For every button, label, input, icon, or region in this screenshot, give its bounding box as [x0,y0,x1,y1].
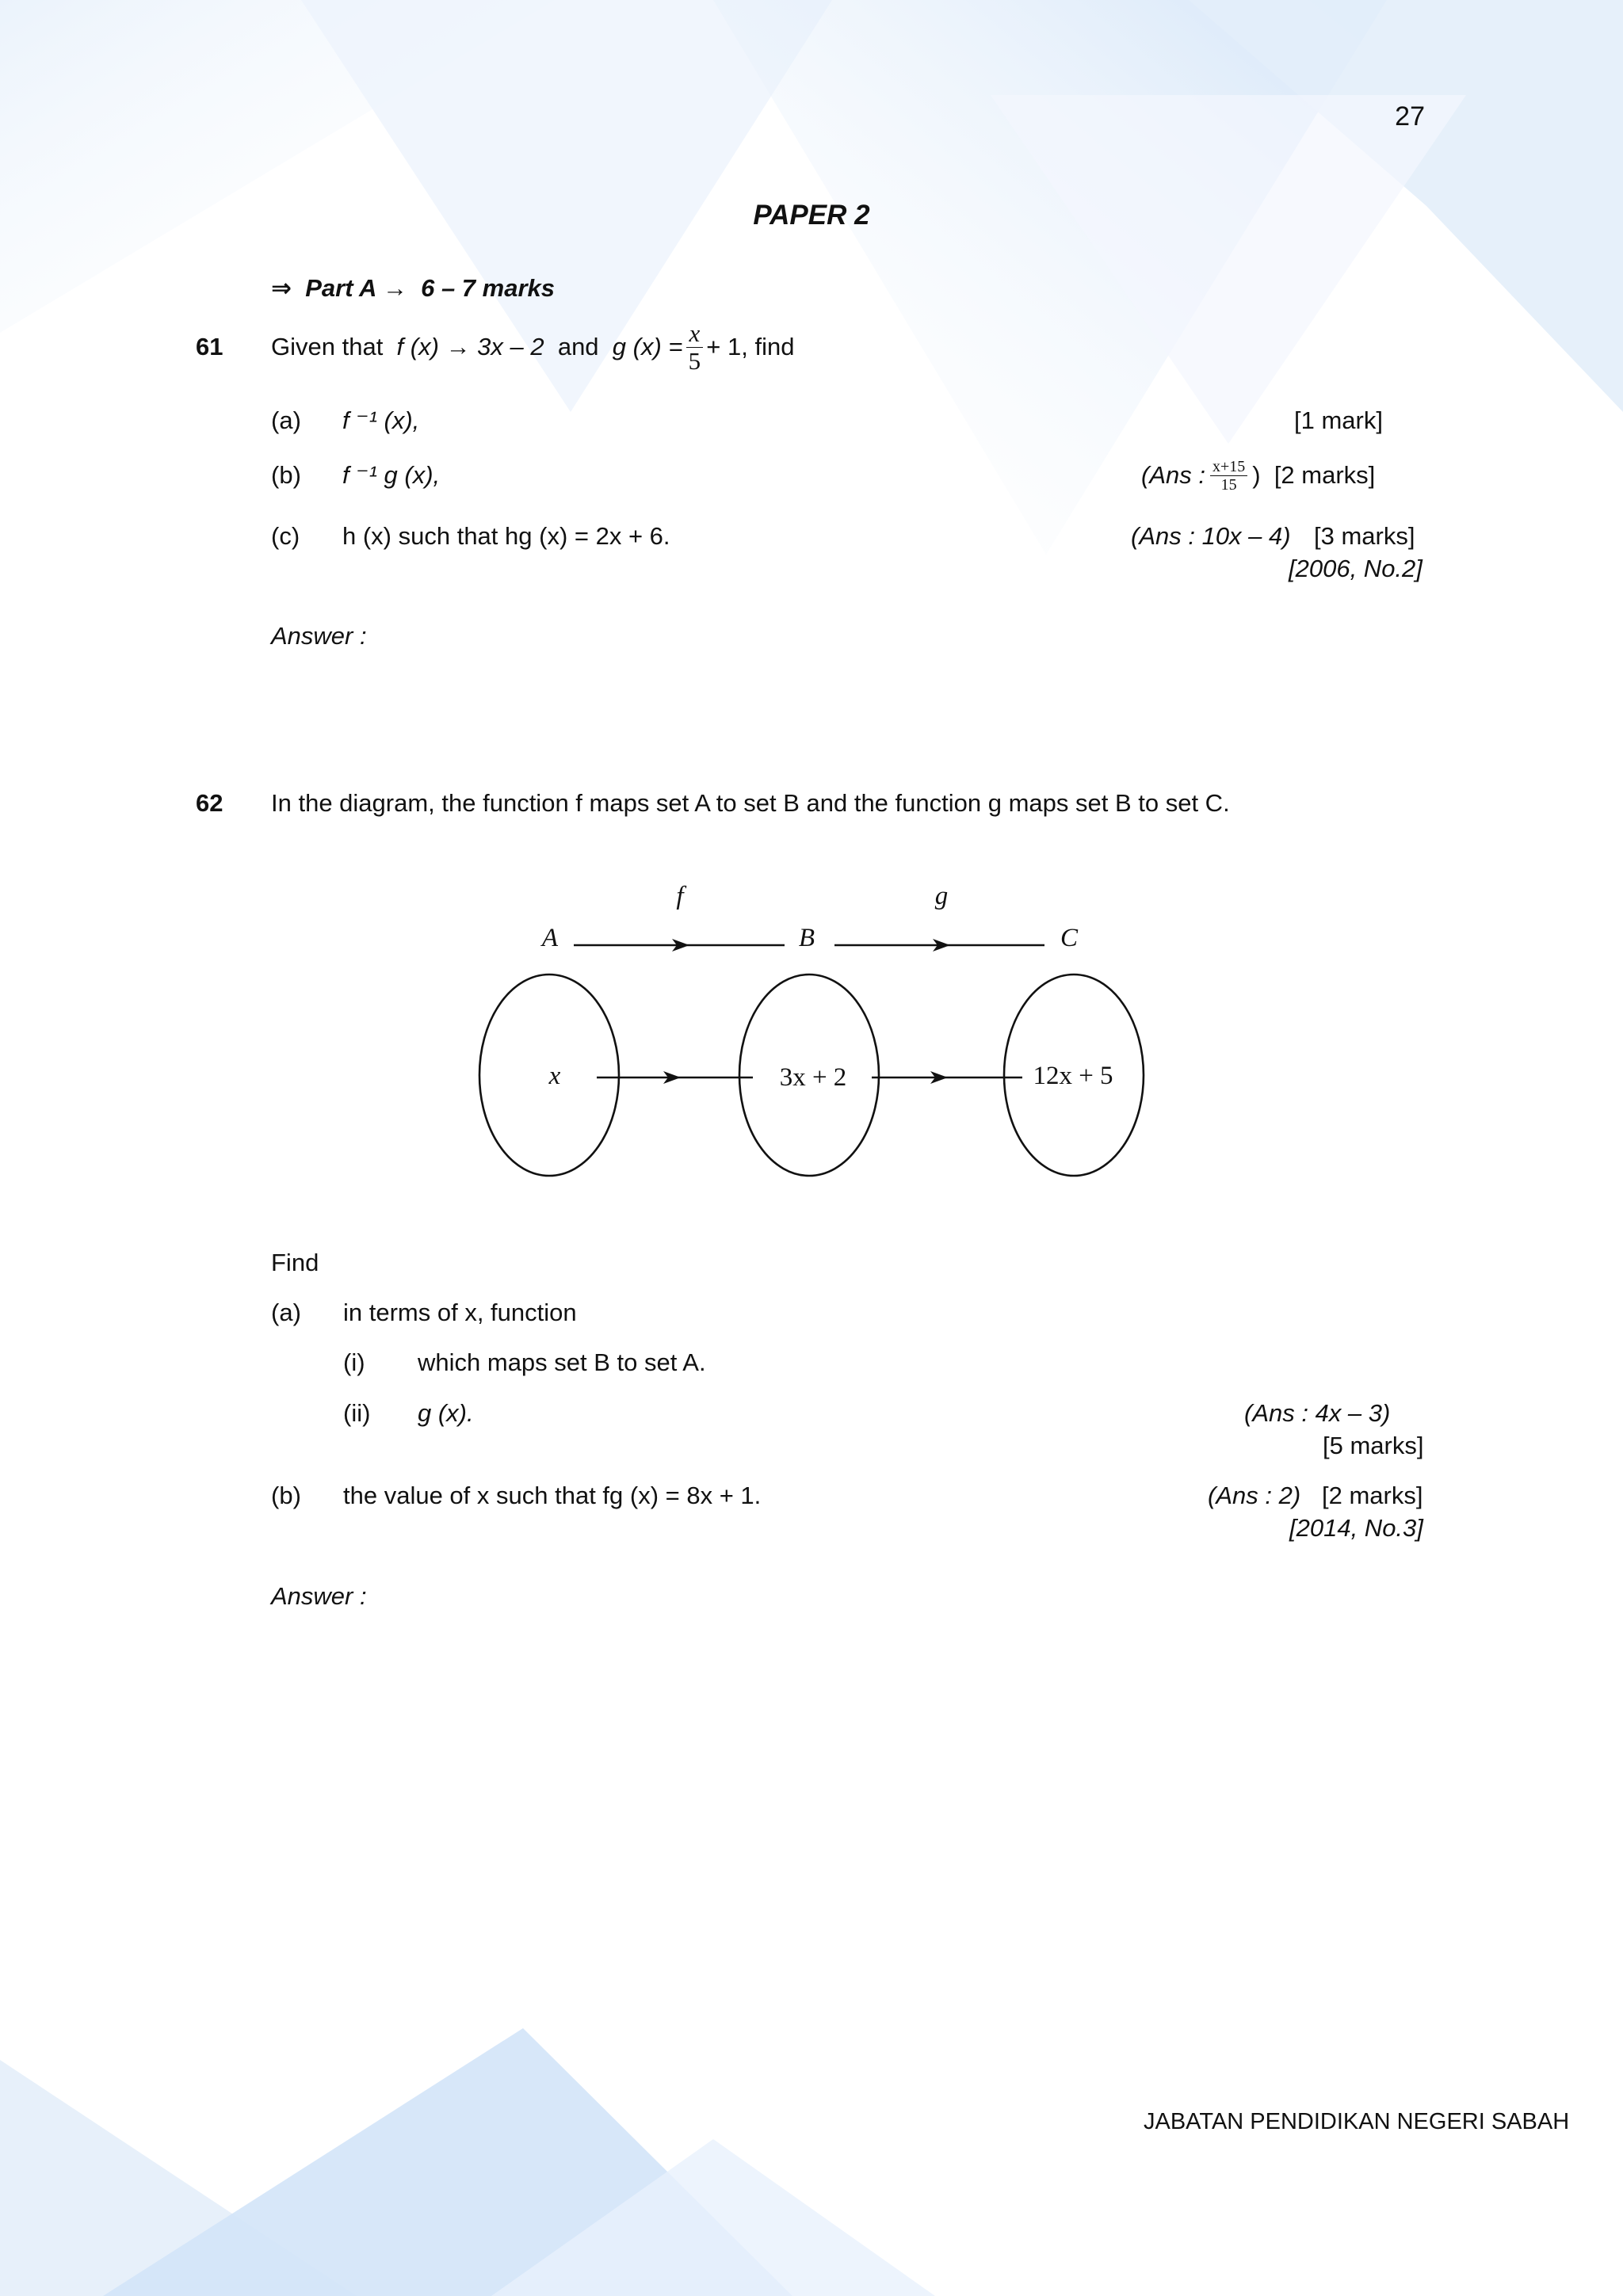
question-number: 62 [196,789,223,817]
mapping-f-label: f [676,882,684,910]
source-reference: [2014, No.3] [1289,1514,1423,1542]
marks: [3 marks] [1314,522,1415,550]
element-b: 3x + 2 [779,1063,847,1092]
part-text: f ⁻¹ (x), [342,406,420,434]
answer-hint: (Ans : 4x – 3) [1244,1399,1391,1427]
implies-icon: ⇒ [271,274,292,302]
function-g: g (x) = [612,333,683,360]
element-c: 12x + 5 [1033,1062,1113,1090]
part-text: in terms of x, function [343,1299,577,1326]
subpart-text: g (x). [418,1399,474,1427]
part-label: (a) [271,406,301,434]
set-a-label: A [541,924,559,952]
answer-label: Answer : [271,622,367,650]
right-arrow-icon: → [382,274,407,302]
subpart-text: which maps set B to set A. [418,1348,706,1376]
part-label: Part A [305,274,376,302]
paper-title: PAPER 2 [753,200,870,231]
mapping-g-label: g [934,882,949,910]
part-text: the value of x such that fg (x) = 8x + 1. [343,1482,762,1509]
subpart-label: (i) [343,1348,365,1376]
function-mapping-diagram [468,875,1165,1192]
answer-hint: (Ans : 10x – 4) [1131,522,1291,550]
set-c-label: C [1060,924,1079,952]
question-stem: In the diagram, the function f maps set A to set B and the function g maps set B to set C. [271,789,1230,817]
fraction-denominator: 5 [688,346,701,375]
stem-text: Given that [271,333,384,360]
fraction-denominator: 15 [1220,475,1237,494]
fraction-numerator: x [686,320,704,348]
part-label: (a) [271,1299,301,1326]
fraction [1210,458,1247,494]
stem-text: + 1, find [706,333,795,360]
question-number: 61 [196,333,223,360]
question-stem [271,314,794,380]
part-label: (b) [271,461,301,489]
marks: [5 marks] [1323,1432,1424,1459]
marks: [2 marks] [1274,461,1376,489]
function-f: f (x) → 3x – 2 [396,333,544,360]
answer-hint-close: ) [1252,461,1261,489]
element-x: x [548,1062,561,1090]
part-text: h (x) such that hg (x) = 2x + 6. [342,522,670,550]
answer-hint [1141,448,1375,502]
fraction [686,320,704,375]
part-label: (c) [271,522,300,550]
part-label: (b) [271,1482,301,1509]
marks-range: 6 – 7 marks [421,274,556,302]
answer-label: Answer : [271,1582,367,1610]
source-reference: [2006, No.2] [1289,555,1423,582]
subpart-label: (ii) [343,1399,371,1427]
marks: [2 marks] [1322,1482,1423,1509]
stem-text: and [557,333,599,360]
part-text: f ⁻¹ g (x), [342,461,441,489]
footer-text: JABATAN PENDIDIKAN NEGERI SABAH [1144,2109,1570,2134]
find-label: Find [271,1249,319,1276]
answer-hint: (Ans : 2) [1208,1482,1301,1509]
fraction-numerator: x+15 [1210,458,1247,476]
set-b-label: B [798,924,815,952]
page-number: 27 [1395,101,1425,132]
marks: [1 mark] [1294,406,1383,434]
answer-hint-label: (Ans : [1141,461,1205,489]
part-heading [271,273,555,304]
